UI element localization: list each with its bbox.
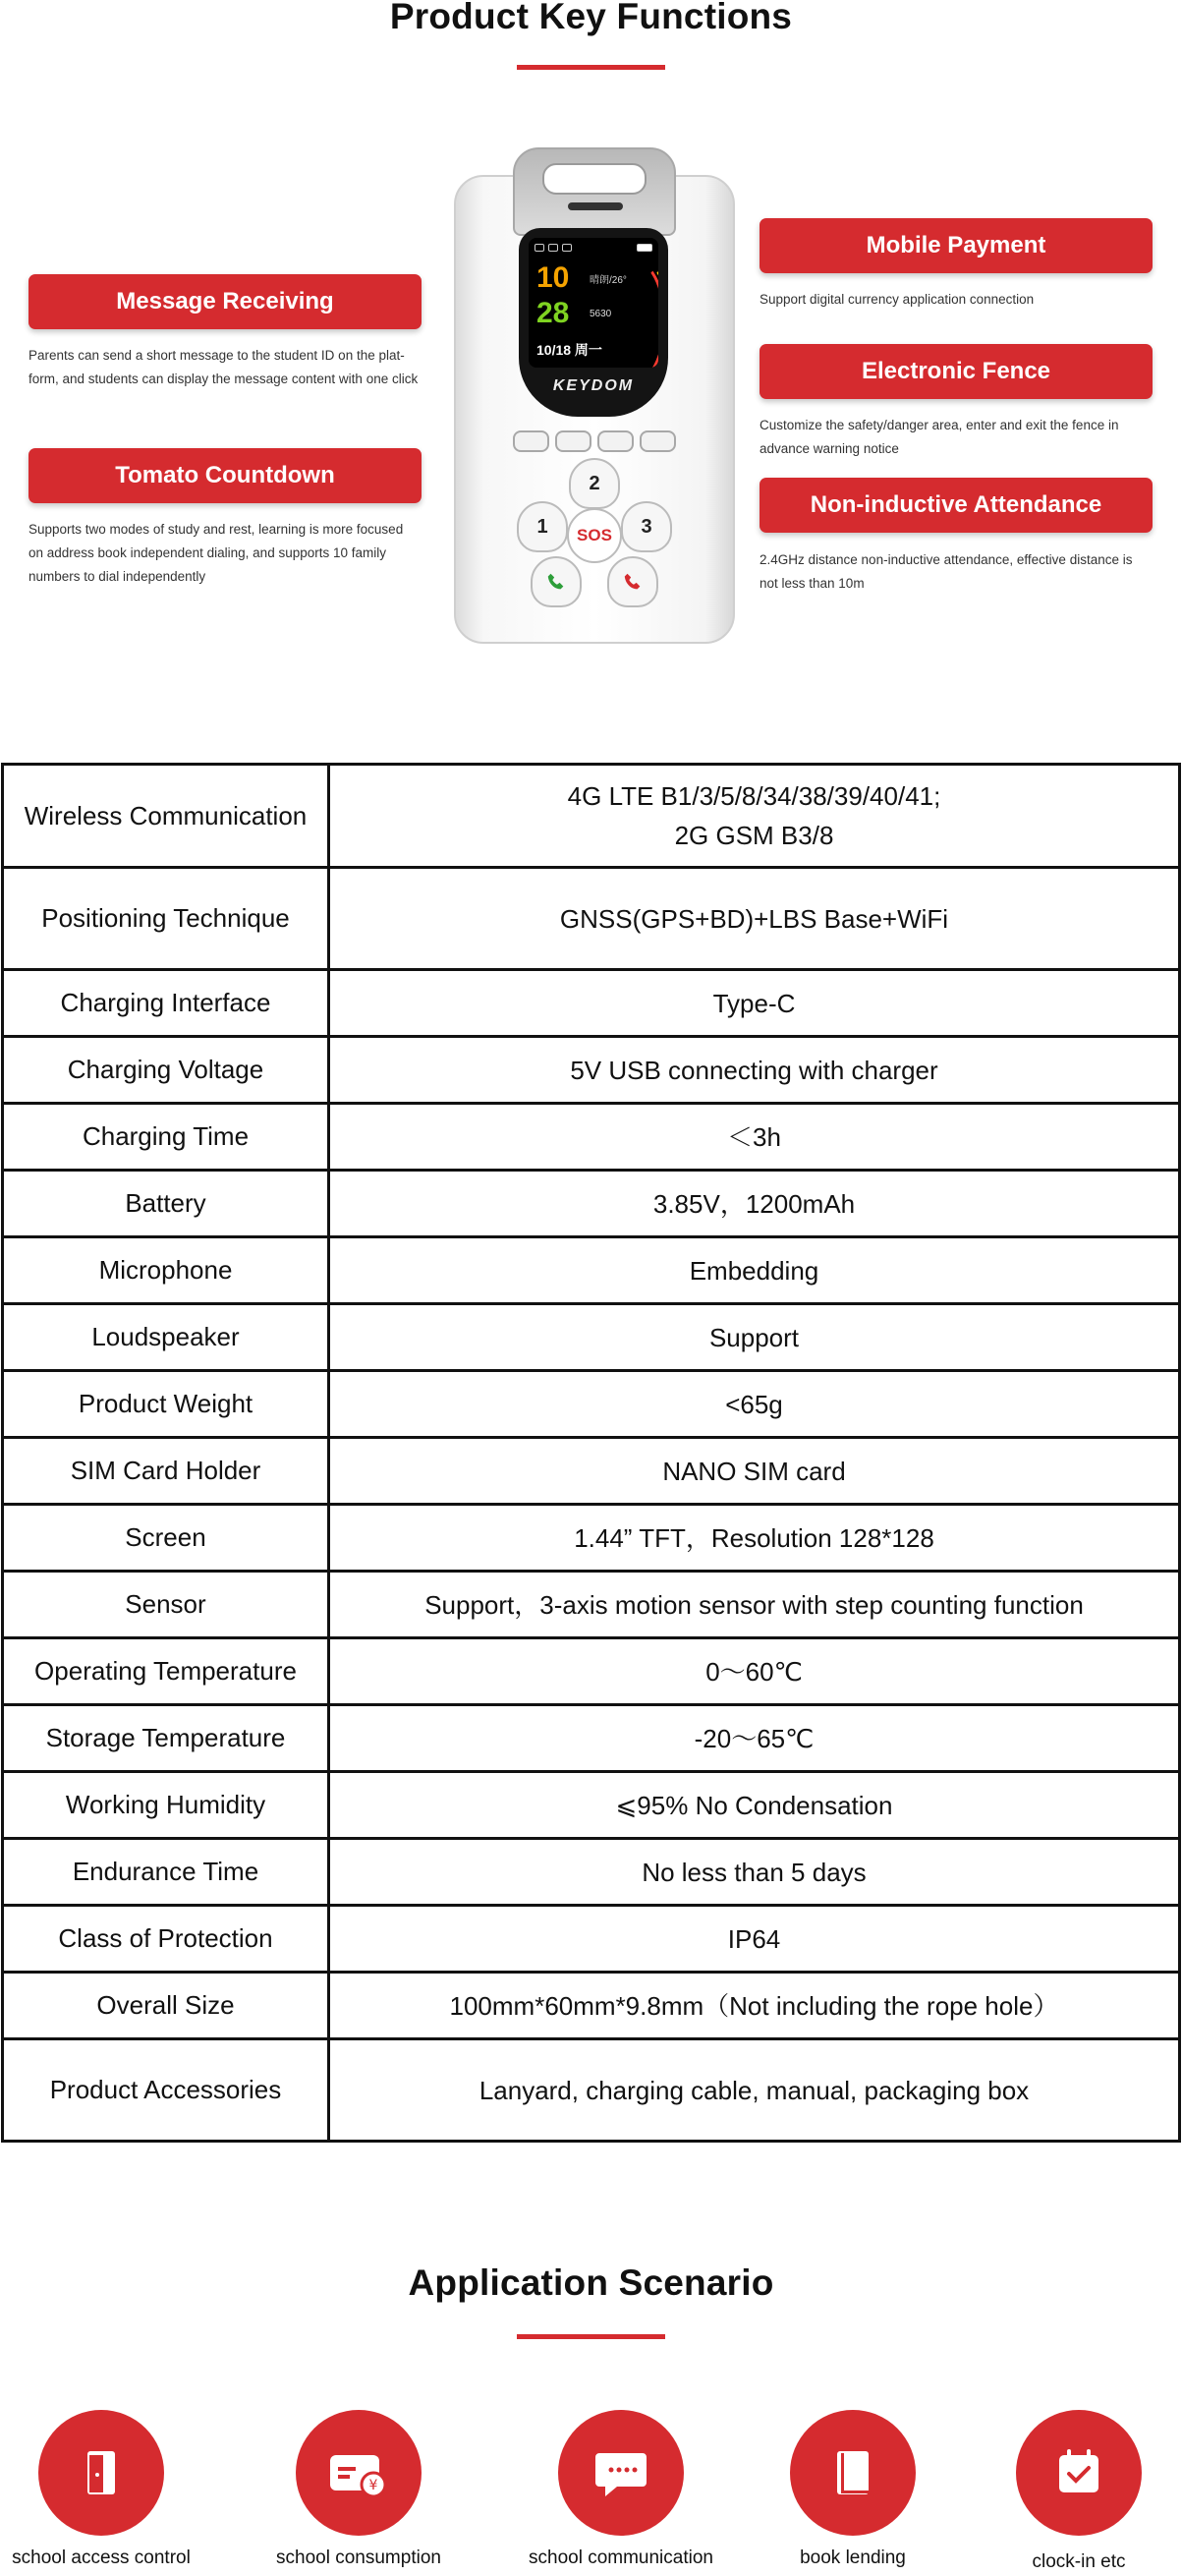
spec-row xyxy=(3,1371,1180,1438)
feature-desc xyxy=(760,414,1172,461)
scenario-book-lending xyxy=(745,2410,961,2568)
spec-value xyxy=(329,1973,1180,2039)
feature-message-receiving xyxy=(28,274,422,329)
key-1: 1 xyxy=(517,501,568,552)
scenario-access-control xyxy=(0,2410,209,2568)
feature-label: Non-inductive Attendance xyxy=(810,491,1102,518)
key-2: 2 xyxy=(569,458,620,509)
spec-row xyxy=(3,1705,1180,1772)
desc-line: form, and students can display the message content with one click xyxy=(28,372,419,386)
spec-row xyxy=(3,868,1180,970)
desc-line: advance warning notice xyxy=(760,441,899,456)
spec-value xyxy=(329,1371,1180,1438)
spec-value-line: No less than 5 days xyxy=(642,1857,867,1887)
spec-value xyxy=(329,1037,1180,1104)
feature-electronic-fence xyxy=(760,344,1153,399)
spec-value-line: Type-C xyxy=(712,988,796,1018)
spec-row xyxy=(3,1973,1180,2039)
section-title: Application Scenario xyxy=(408,2262,774,2303)
spec-key: Working Humidity xyxy=(3,1772,329,1839)
feature-desc xyxy=(28,344,451,391)
desc-line: Support digital currency application connection xyxy=(760,292,1035,307)
spec-row xyxy=(3,1037,1180,1104)
scenario-label: book lending xyxy=(800,2547,906,2568)
spec-value xyxy=(329,1638,1180,1705)
title-underline xyxy=(517,65,665,70)
spec-value xyxy=(329,1104,1180,1171)
clock-hour: 10 xyxy=(536,261,570,294)
feature-desc xyxy=(760,548,1172,596)
desc-line: Customize the safety/danger area, enter and exit the fence in xyxy=(760,418,1119,432)
call-key xyxy=(531,556,582,607)
scenario-label: school access control xyxy=(12,2547,191,2568)
book-icon xyxy=(790,2410,916,2536)
spec-row xyxy=(3,2039,1180,2142)
spec-key: Class of Protection xyxy=(3,1906,329,1973)
phone-screen xyxy=(529,238,658,368)
spec-value xyxy=(329,1505,1180,1572)
phone-hangup-icon xyxy=(622,571,644,593)
spec-value-line: 4G LTE B1/3/5/8/34/38/39/40/41; xyxy=(567,781,941,811)
spec-row xyxy=(3,1839,1180,1906)
feature-label: Electronic Fence xyxy=(861,358,1051,384)
chat-bubble-icon xyxy=(558,2410,684,2536)
spec-table xyxy=(1,763,1181,2143)
weather-text: 晴朗/26° xyxy=(590,275,627,286)
spec-value-line: Support xyxy=(708,1322,800,1352)
spec-key: Battery xyxy=(3,1171,329,1237)
spec-key: Operating Temperature xyxy=(3,1638,329,1705)
scenario-label: school consumption xyxy=(276,2547,441,2568)
svg-text:¥: ¥ xyxy=(368,2478,378,2493)
keypad xyxy=(523,464,666,607)
scenario-label: school communication xyxy=(529,2547,713,2568)
spec-row xyxy=(3,1237,1180,1304)
spec-value xyxy=(329,765,1180,868)
spec-row xyxy=(3,1638,1180,1705)
spec-key: Sensor xyxy=(3,1572,329,1638)
spec-row xyxy=(3,1104,1180,1171)
calendar-check-icon xyxy=(1016,2410,1142,2536)
sos-key: SOS xyxy=(567,508,622,563)
spec-key: Positioning Technique xyxy=(3,868,329,970)
status-bar xyxy=(535,244,652,256)
payment-card-icon xyxy=(296,2410,422,2536)
spec-key: Product Accessories xyxy=(3,2039,329,2142)
end-call-key xyxy=(607,556,658,607)
screen-frame xyxy=(519,228,668,417)
door-icon xyxy=(38,2410,164,2536)
feature-non-inductive-attendance xyxy=(760,478,1153,533)
spec-value-line: 0～60℃ xyxy=(705,1656,803,1687)
spec-value xyxy=(329,1171,1180,1237)
scenario-clock-in xyxy=(971,2410,1182,2572)
scenario-consumption xyxy=(251,2410,467,2568)
spec-value-line: 2G GSM B3/8 xyxy=(674,821,834,850)
function-keys xyxy=(513,430,676,452)
spec-row xyxy=(3,1304,1180,1371)
earpiece xyxy=(568,202,623,210)
desc-line: not less than 10m xyxy=(760,576,865,591)
feature-desc xyxy=(760,288,1172,312)
spec-key: Charging Voltage xyxy=(3,1037,329,1104)
feature-mobile-payment xyxy=(760,218,1153,273)
key-3: 3 xyxy=(621,501,672,552)
spec-key: Wireless Communication xyxy=(3,765,329,868)
spec-value-line: <65g xyxy=(725,1389,783,1419)
steps-text: 5630 xyxy=(590,309,612,319)
scenario-label: clock-in etc xyxy=(1032,2551,1126,2572)
spec-value-line: Support，3-axis motion sensor with step counting function xyxy=(424,1589,1084,1620)
spec-value-line: GNSS(GPS+BD)+LBS Base+WiFi xyxy=(559,903,949,934)
clip-hole xyxy=(542,163,647,195)
spec-key: Endurance Time xyxy=(3,1839,329,1906)
spec-value xyxy=(329,1839,1180,1906)
feature-tomato-countdown xyxy=(28,448,422,503)
feature-label: Message Receiving xyxy=(116,288,334,315)
spec-key: SIM Card Holder xyxy=(3,1438,329,1505)
spec-value xyxy=(329,1705,1180,1772)
spec-row xyxy=(3,765,1180,868)
desc-line: on address book independent dialing, and supports 10 family xyxy=(28,545,386,560)
desc-line: 2.4GHz distance non-inductive attendance, effective distance is xyxy=(760,552,1133,567)
spec-value xyxy=(329,868,1180,970)
spec-key: Product Weight xyxy=(3,1371,329,1438)
spec-key: Storage Temperature xyxy=(3,1705,329,1772)
desc-line: Supports two modes of study and rest, learning is more focused xyxy=(28,522,404,537)
brand-logo: KEYDOM xyxy=(552,377,635,394)
spec-value-line: 100mm*60mm*9.8mm（Not including the rope hole） xyxy=(449,1990,1059,2021)
spec-value-line: -20～65℃ xyxy=(694,1723,815,1753)
spec-value-line: IP64 xyxy=(727,1923,781,1954)
clock-minute: 28 xyxy=(536,297,570,329)
scenario-communication xyxy=(513,2410,729,2568)
spec-key: Screen xyxy=(3,1505,329,1572)
spec-value xyxy=(329,1438,1180,1505)
page-title: Product Key Functions xyxy=(389,0,793,36)
spec-value xyxy=(329,1772,1180,1839)
feature-label: Mobile Payment xyxy=(866,232,1046,258)
spec-value-line: 1.44” TFT，Resolution 128*128 xyxy=(574,1522,934,1553)
spec-key: Microphone xyxy=(3,1237,329,1304)
title-underline xyxy=(517,2334,665,2339)
spec-key: Loudspeaker xyxy=(3,1304,329,1371)
spec-row xyxy=(3,1438,1180,1505)
spec-value xyxy=(329,1304,1180,1371)
spec-row xyxy=(3,1906,1180,1973)
spec-value xyxy=(329,1906,1180,1973)
spec-key: Charging Time xyxy=(3,1104,329,1171)
spec-key: Charging Interface xyxy=(3,970,329,1037)
spec-value-line: ⩽95% No Condensation xyxy=(615,1790,893,1820)
date-text: 10/18 周一 xyxy=(536,342,602,358)
spec-value xyxy=(329,2039,1180,2142)
spec-row xyxy=(3,1171,1180,1237)
spec-value-line: 3.85V，1200mAh xyxy=(652,1188,856,1219)
phone-illustration xyxy=(454,147,735,644)
spec-value-line: Lanyard, charging cable, manual, packaging box xyxy=(478,2075,1030,2105)
lanyard-clip xyxy=(513,147,676,236)
spec-value xyxy=(329,970,1180,1037)
spec-row xyxy=(3,970,1180,1037)
spec-value-line: 5V USB connecting with charger xyxy=(570,1055,938,1085)
spec-value xyxy=(329,1237,1180,1304)
spec-value-line: NANO SIM card xyxy=(662,1456,846,1486)
spec-value xyxy=(329,1572,1180,1638)
spec-value-line: Embedding xyxy=(689,1255,819,1286)
feature-label: Tomato Countdown xyxy=(115,462,335,488)
spec-row xyxy=(3,1772,1180,1839)
battery-icon xyxy=(637,244,652,252)
feature-desc xyxy=(28,518,451,589)
desc-line: Parents can send a short message to the student ID on the plat- xyxy=(28,348,405,363)
spec-row xyxy=(3,1505,1180,1572)
phone-call-icon xyxy=(545,571,567,593)
spec-value-line: ＜3h xyxy=(727,1121,781,1152)
spec-row xyxy=(3,1572,1180,1638)
desc-line: numbers to dial independently xyxy=(28,569,206,584)
spec-key: Overall Size xyxy=(3,1973,329,2039)
